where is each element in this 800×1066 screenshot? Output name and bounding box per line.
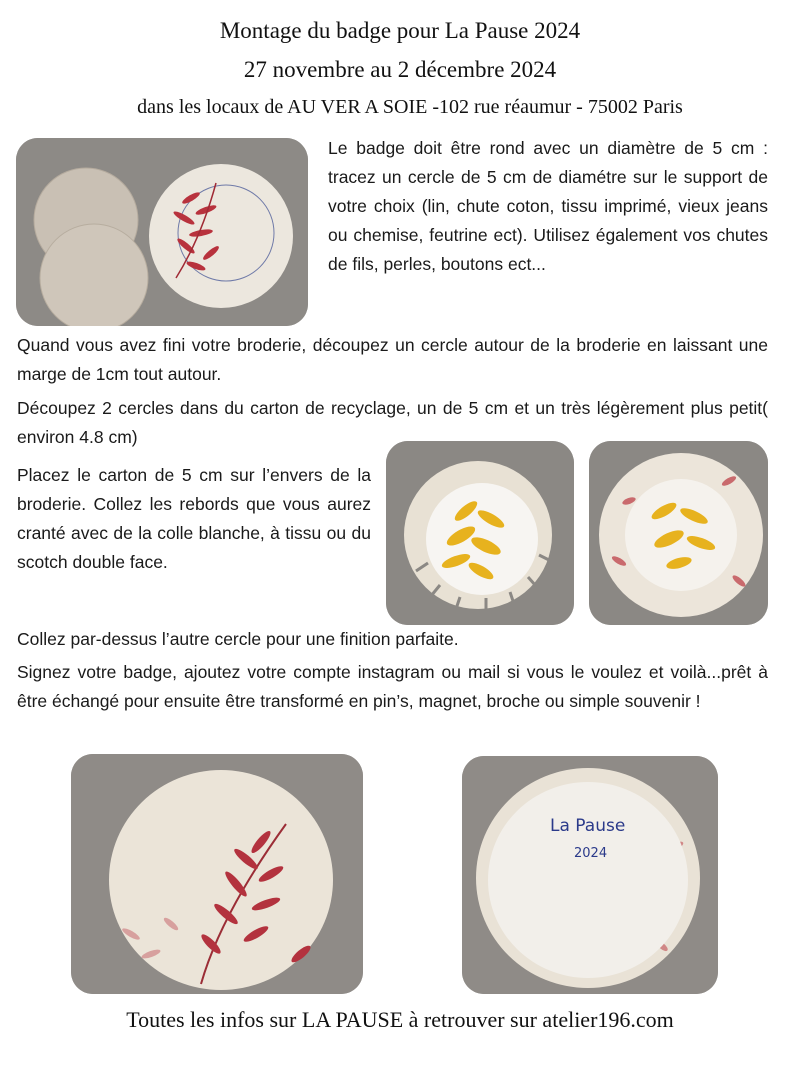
step-4-text: Placez le carton de 5 cm sur l’envers de la broderie. Collez les rebords que vous aurez cranté avec de la colle blanche, à tissu ou du scotch double face. xyxy=(17,465,371,572)
step-5-text: Collez par-dessus l’autre cercle pour une finition parfaite. xyxy=(17,629,459,649)
photo-glued-edges xyxy=(589,441,768,625)
photo-notched-fabric xyxy=(386,441,574,625)
back-signature-line1: La Pause xyxy=(550,816,626,836)
footer-info: Toutes les infos sur LA PAUSE à retrouver sur atelier196.com xyxy=(126,1007,674,1032)
step-3-text: Découpez 2 cercles dans du carton de recyclage, un de 5 cm et un très légèrement plus petit( environ 4.8 cm) xyxy=(17,398,768,447)
event-location: dans les locaux de AU VER A SOIE -102 rue réaumur - 75002 Paris xyxy=(137,96,683,118)
event-dates: 27 novembre au 2 décembre 2024 xyxy=(243,57,557,82)
photo-badge-front xyxy=(71,754,363,994)
back-signature-line2: 2024 xyxy=(574,846,608,861)
photo-materials xyxy=(16,138,308,326)
step-1-text: Le badge doit être rond avec un diamètre de 5 cm : tracez un cercle de 5 cm de diamétre sur le support de votre choix (lin, chute coton, tissu imprimé, vieux jeans ou chemise, feutrine ect). Utilisez également vos chutes de fils, perles, boutons ect... xyxy=(328,138,768,274)
step-2-text: Quand vous avez fini votre broderie, découpez un cercle autour de la broderie en laissant une marge de 1cm tout autour. xyxy=(17,335,768,384)
step-6-text: Signez votre badge, ajoutez votre compte instagram ou mail si vous le voulez et voilà...prêt à être échangé pour ensuite être transformé en pin’s, magnet, broche ou simple souvenir ! xyxy=(17,662,768,711)
photo-badge-back xyxy=(462,756,718,994)
page-title: Montage du badge pour La Pause 2024 xyxy=(219,18,581,43)
